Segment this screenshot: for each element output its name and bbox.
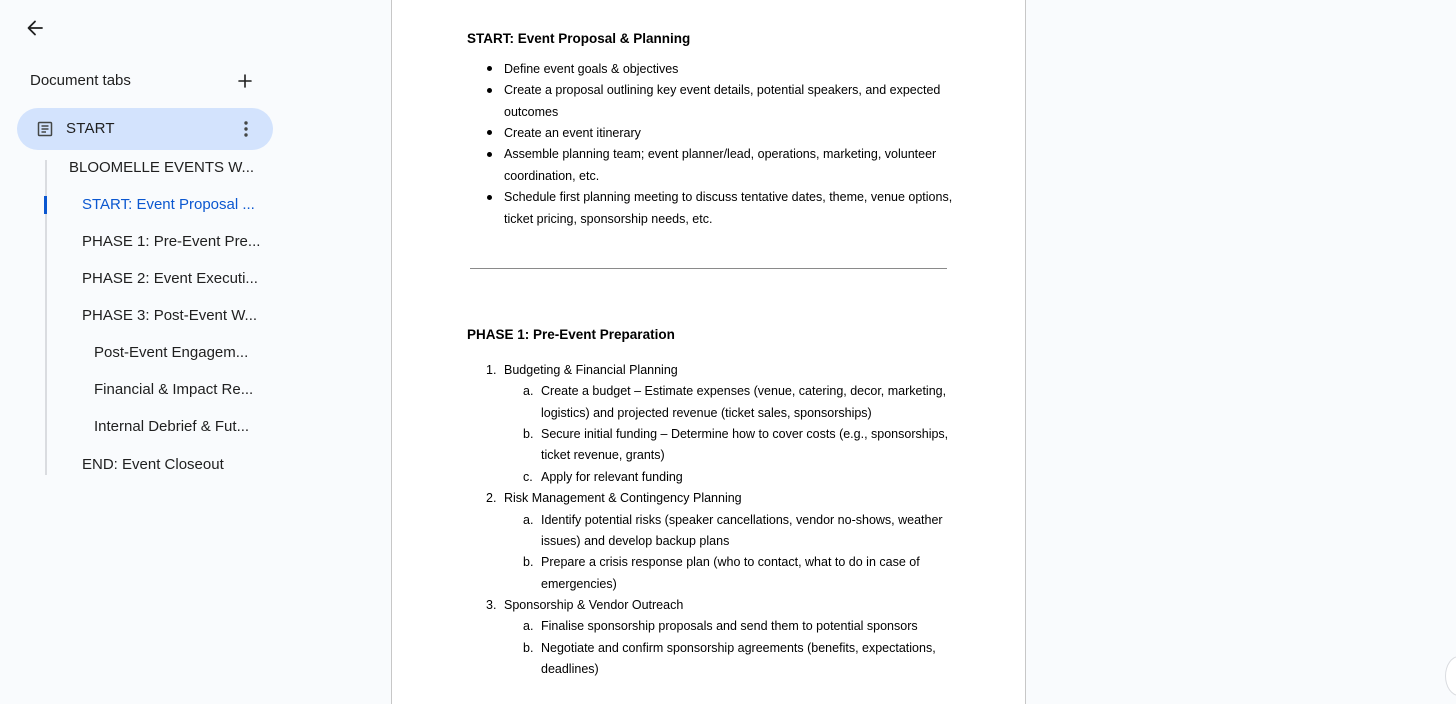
sub-list-line: emergencies): [541, 577, 617, 591]
bullet-line: Assemble planning team; event planner/lead, operations, marketing, volunteer: [504, 147, 937, 161]
back-button[interactable]: [20, 13, 50, 43]
start-heading: START: Event Proposal & Planning: [467, 31, 691, 46]
sub-list-letter: b.: [523, 427, 534, 441]
sub-list-line: Prepare a crisis response plan (who to contact, what to do in case of: [541, 555, 920, 569]
horizontal-rule: [470, 268, 947, 269]
outline-active-indicator: [44, 196, 47, 214]
document-page[interactable]: [391, 0, 1026, 704]
outline-item-phase-2[interactable]: PHASE 2: Event Executi...: [82, 270, 258, 287]
bullet-dot: [487, 130, 492, 135]
sub-list-line: Apply for relevant funding: [541, 470, 683, 484]
bullet-dot: [487, 195, 492, 200]
bullet-line: Create an event itinerary: [504, 126, 641, 140]
list-item: Risk Management & Contingency Planning: [504, 491, 742, 505]
document-tabs-sidebar: [0, 0, 390, 704]
sub-list-line: ticket revenue, grants): [541, 448, 665, 462]
tab-more-options-button[interactable]: [235, 118, 257, 140]
bullet-dot: [487, 152, 492, 157]
document-icon: [37, 121, 53, 137]
outline-item-post-event-engagement[interactable]: Post-Event Engagem...: [94, 344, 249, 361]
outline-item-phase-1[interactable]: PHASE 1: Pre-Event Pre...: [82, 233, 261, 250]
sub-list-line: Finalise sponsorship proposals and send them to potential sponsors: [541, 619, 918, 633]
bullet-line: coordination, etc.: [504, 169, 600, 183]
add-tab-button[interactable]: [234, 70, 256, 92]
outline-item-phase-3[interactable]: PHASE 3: Post-Event W...: [82, 307, 258, 324]
bullet-dot: [487, 88, 492, 93]
sub-list-line: issues) and develop backup plans: [541, 534, 730, 548]
bullet-line: outcomes: [504, 105, 559, 119]
bullet-dot: [487, 66, 492, 71]
sub-list-line: Secure initial funding – Determine how to cover costs (e.g., sponsorships,: [541, 427, 949, 441]
bullet-line: Create a proposal outlining key event details, potential speakers, and expected: [504, 83, 941, 97]
document-tabs-header: Document tabs: [30, 72, 131, 89]
sub-list-letter: a.: [523, 513, 534, 527]
bullet-line: Define event goals & objectives: [504, 62, 679, 76]
list-number: 2.: [486, 491, 497, 505]
sub-list-line: Negotiate and confirm sponsorship agreements (benefits, expectations,: [541, 641, 936, 655]
tab-start-label: START: [66, 120, 115, 137]
sub-list-letter: b.: [523, 555, 534, 569]
outline-item-end[interactable]: END: Event Closeout: [82, 456, 224, 473]
floating-action-button[interactable]: [1445, 656, 1456, 696]
sub-list-line: Identify potential risks (speaker cancellations, vendor no-shows, weather: [541, 513, 943, 527]
bullet-line: ticket pricing, sponsorship needs, etc.: [504, 212, 713, 226]
outline-item-financial-impact[interactable]: Financial & Impact Re...: [94, 381, 254, 398]
tab-start[interactable]: [17, 108, 273, 150]
sub-list-line: logistics) and projected revenue (ticket sales, sponsorships): [541, 406, 872, 420]
more-vertical-icon: [244, 121, 248, 137]
list-item: Budgeting & Financial Planning: [504, 363, 678, 377]
phase1-heading: PHASE 1: Pre-Event Preparation: [467, 327, 675, 342]
sub-list-line: deadlines): [541, 662, 599, 676]
outline-item-start[interactable]: START: Event Proposal ...: [82, 196, 255, 213]
sub-list-line: Create a budget – Estimate expenses (venue, catering, decor, marketing,: [541, 384, 947, 398]
sub-list-letter: c.: [523, 470, 533, 484]
sub-list-letter: a.: [523, 619, 534, 633]
outline-item-internal-debrief[interactable]: Internal Debrief & Fut...: [94, 418, 250, 435]
sub-list-letter: b.: [523, 641, 534, 655]
outline-item-bloomelle-events[interactable]: BLOOMELLE EVENTS W...: [69, 159, 255, 176]
sub-list-letter: a.: [523, 384, 534, 398]
list-item: Sponsorship & Vendor Outreach: [504, 598, 684, 612]
arrow-left-icon: [25, 18, 45, 38]
list-number: 3.: [486, 598, 497, 612]
list-number: 1.: [486, 363, 497, 377]
plus-icon: [238, 74, 252, 88]
bullet-line: Schedule first planning meeting to discuss tentative dates, theme, venue options,: [504, 190, 953, 204]
